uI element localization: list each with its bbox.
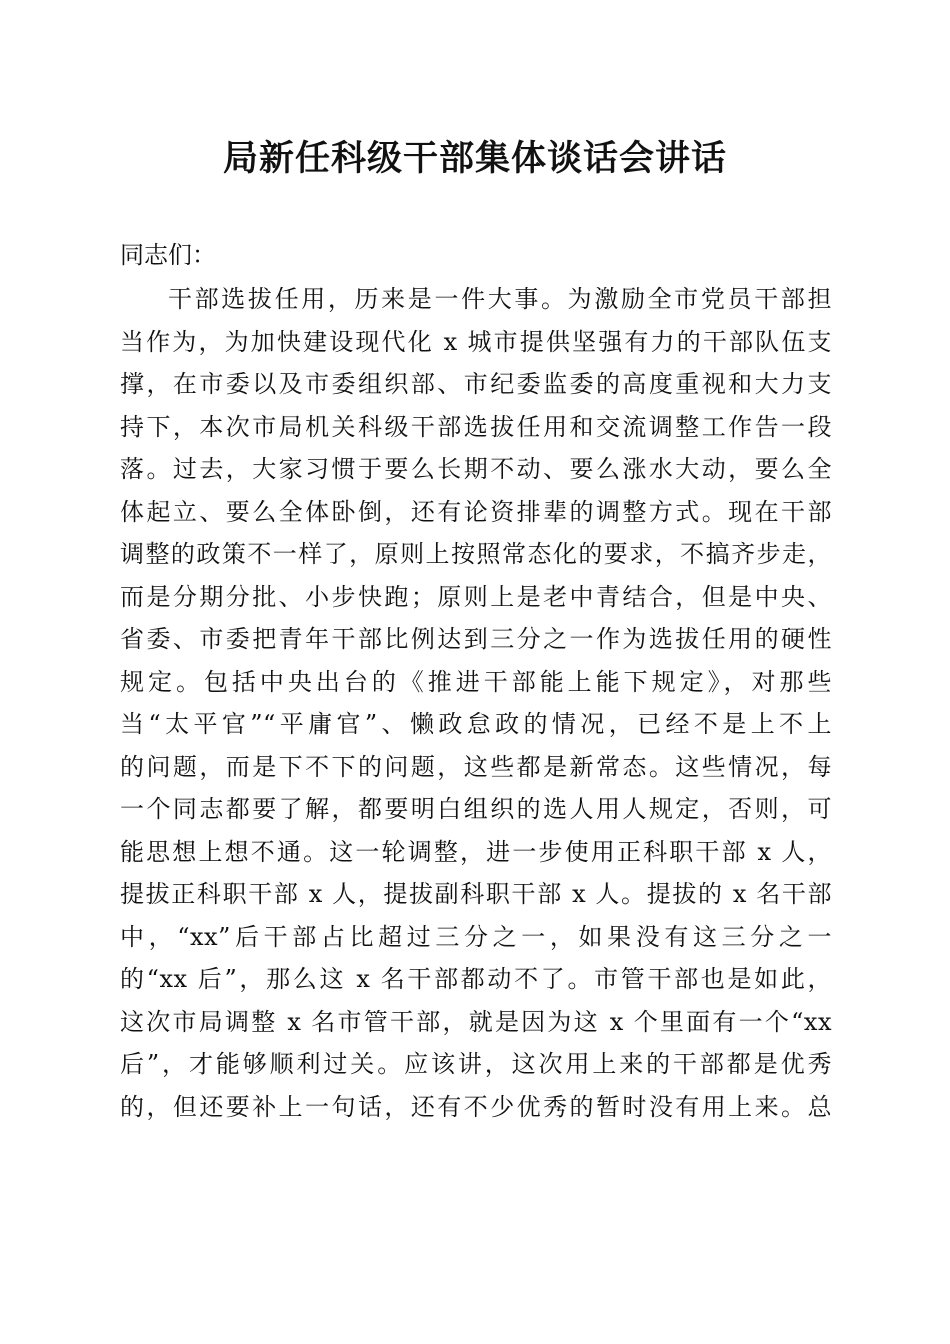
paragraph-line: 这次市局调整 x 名市管干部，就是因为这 x 个里面有一个“xx	[120, 1007, 832, 1036]
paragraph-line: 的“xx 后”，那么这 x 名干部都动不了。市管干部也是如此，	[120, 965, 832, 993]
document-title: 局新任科级干部集体谈话会讲话	[222, 138, 727, 179]
salutation: 同志们：	[120, 241, 216, 269]
paragraph-line: 落。过去，大家习惯于要么长期不动、要么涨水大动，要么全	[120, 455, 832, 483]
body-paragraph	[120, 278, 832, 1128]
paragraph-line: 当“太平官”“平庸官”、懒政怠政的情况，已经不是上不上	[120, 710, 832, 738]
paragraph-line: 中，“xx”后干部占比超过三分之一，如果没有这三分之一	[120, 922, 832, 951]
paragraph-line: 当作为，为加快建设现代化 x 城市提供坚强有力的干部队伍支	[120, 327, 832, 356]
paragraph-line: 省委、市委把青年干部比例达到三分之一作为选拔任用的硬性	[120, 625, 832, 653]
paragraph-line: 而是分期分批、小步快跑；原则上是老中青结合，但是中央、	[120, 582, 832, 611]
paragraph-line: 体起立、要么全体卧倒，还有论资排辈的调整方式。现在干部	[120, 497, 832, 526]
paragraph-line: 一个同志都要了解，都要明白组织的选人用人规定，否则，可	[120, 795, 832, 823]
paragraph-line: 后”，才能够顺利过关。应该讲，这次用上来的干部都是优秀	[120, 1050, 832, 1078]
paragraph-line: 干部选拔任用，历来是一件大事。为激励全市党员干部担	[168, 285, 832, 313]
paragraph-line: 的问题，而是下不下的问题，这些都是新常态。这些情况，每	[120, 752, 832, 781]
paragraph-line: 持下，本次市局机关科级干部选拔任用和交流调整工作告一段	[120, 412, 832, 441]
paragraph-line: 规定。包括中央出台的《推进干部能上能下规定》，对那些	[120, 667, 832, 696]
paragraph-line: 能思想上想不通。这一轮调整，进一步使用正科职干部 x 人，	[120, 837, 832, 866]
paragraph-line: 撑，在市委以及市委组织部、市纪委监委的高度重视和大力支	[120, 370, 832, 398]
paragraph-line: 调整的政策不一样了，原则上按照常态化的要求，不搞齐步走，	[120, 540, 832, 568]
paragraph-line: 的，但还要补上一句话，还有不少优秀的暂时没有用上来。总	[120, 1092, 832, 1121]
paragraph-line: 提拔正科职干部 x 人，提拔副科职干部 x 人。提拔的 x 名干部	[120, 880, 832, 908]
